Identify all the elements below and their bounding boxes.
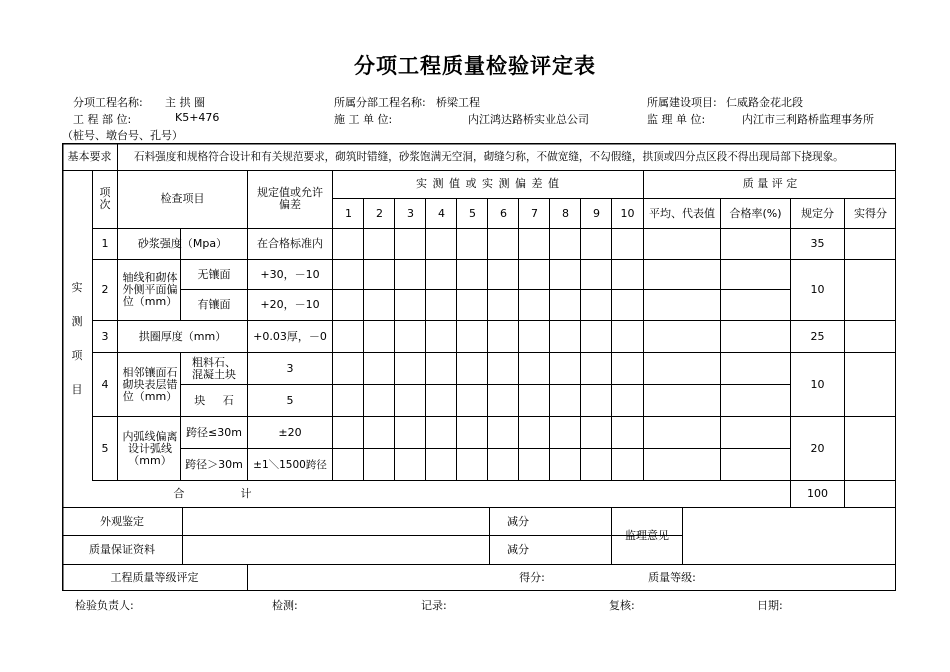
basic-req-label: 基本要求 [67, 149, 112, 163]
row4-sub2-name: 块 石 [194, 393, 234, 407]
row3-item: 拱圈厚度（mm） [138, 329, 227, 343]
measure-col-8: 8 [562, 206, 569, 220]
total-label: 合 计 [173, 487, 252, 500]
part-name-label: 所属分部工程名称: [334, 96, 426, 109]
col-actual-header: 实得分 [854, 206, 887, 220]
row3-score: 25 [810, 329, 825, 343]
location-note: （桩号、墩台号、孔号） [62, 129, 183, 142]
col-rate-header: 合格率(%) [729, 206, 782, 220]
footer-reviewer: 复核: [609, 599, 635, 612]
measure-col-2: 2 [376, 206, 383, 220]
row4-sub2-spec: 5 [286, 393, 294, 407]
row5-no: 5 [101, 441, 109, 455]
col-item-header: 检查项目 [160, 192, 205, 205]
project-label: 所属建设项目: [647, 96, 717, 109]
side-label-text: 实测项目 [71, 281, 83, 396]
location-label: 工 程 部 位: [73, 113, 132, 126]
supervisor-label: 监 理 单 位: [647, 113, 706, 126]
col-no-header: 项次 [99, 186, 111, 211]
score-label: 得分: [519, 571, 545, 584]
row5-sub2-spec: ±1＼1500跨径 [253, 458, 327, 471]
col-avg-header: 平均、代表值 [649, 206, 715, 220]
row5-item: 内弧线偏离设计弧线（mm） [122, 429, 178, 467]
footer-recorder: 记录: [421, 599, 447, 612]
contractor-value: 内江鸿达路桥实业总公司 [468, 113, 589, 126]
supervisor-opinion-label: 监理意见 [625, 529, 669, 542]
supervisor-value: 内江市三利路桥监理事务所 [742, 113, 874, 126]
row3-spec: +0.03厚，－0 [253, 329, 327, 343]
basic-req-text: 石料强度和规格符合设计和有关规范要求，砌筑时错缝，砂浆饱满无空洞，砌缝匀称，不做宽缝，不勾假缝，拱顶或四分点区段不得出现局部下挠现象。 [134, 150, 844, 163]
row3-no: 3 [101, 329, 109, 343]
row4-no: 4 [101, 377, 109, 391]
measure-col-6: 6 [500, 206, 507, 220]
appearance-label: 外观鉴定 [100, 514, 144, 528]
footer-checker: 检测: [272, 599, 298, 612]
appearance-deduct-label: 减分 [507, 514, 529, 528]
row4-score: 10 [810, 377, 825, 391]
measure-col-9: 9 [593, 206, 600, 220]
total-score: 100 [807, 487, 828, 500]
assurance-deduct-label: 减分 [507, 543, 529, 556]
inspection-table [62, 143, 896, 591]
measure-col-7: 7 [531, 206, 538, 220]
row2-sub2-name: 有镶面 [197, 298, 231, 311]
col-measured-header: 实 测 值 或 实 测 偏 差 值 [416, 177, 560, 190]
row2-sub1-spec: +30，－10 [260, 267, 320, 281]
row2-no: 2 [101, 283, 109, 296]
contractor-label: 施 工 单 位: [334, 113, 393, 126]
col-spec-header: 规定值或允许偏差 [257, 186, 323, 211]
item-name-value: 主 拱 圈 [165, 96, 205, 109]
measure-col-5: 5 [469, 206, 476, 220]
row4-item: 相邻镶面石砌块表层错位（mm） [122, 365, 178, 403]
measure-col-1: 1 [345, 206, 352, 220]
row1-item: 砂浆强度（Mpa） [137, 237, 228, 250]
part-name-value: 桥梁工程 [436, 96, 480, 109]
footer-inspector: 检验负责人: [75, 599, 134, 612]
measure-col-3: 3 [407, 206, 414, 220]
assurance-label: 质量保证资料 [89, 543, 155, 556]
page-title: 分项工程质量检验评定表 [354, 54, 596, 78]
row5-sub1-spec: ±20 [278, 425, 302, 439]
row2-sub1-name: 无镶面 [197, 267, 231, 281]
row1-no: 1 [101, 237, 109, 250]
location-value: K5+476 [175, 111, 220, 124]
row2-score: 10 [810, 283, 825, 296]
row5-score: 20 [810, 441, 825, 455]
row2-item: 轴线和砌体外侧平面偏位（mm） [122, 271, 178, 308]
item-name-label: 分项工程名称: [73, 96, 143, 109]
col-quality-header: 质 量 评 定 [742, 177, 798, 190]
grade-label: 质量等级: [648, 571, 696, 584]
row4-sub1-spec: 3 [286, 361, 294, 375]
side-label [62, 271, 92, 407]
grade-eval-label: 工程质量等级评定 [110, 571, 199, 584]
row1-score: 35 [810, 237, 825, 250]
row2-sub2-spec: +20，－10 [260, 298, 320, 311]
project-value: 仁威路金花北段 [726, 96, 803, 109]
footer-date: 日期: [757, 599, 783, 612]
measure-col-4: 4 [438, 206, 445, 220]
row1-spec: 在合格标准内 [257, 237, 323, 250]
col-score-header: 规定分 [801, 206, 834, 220]
row4-sub1-name: 粗料石、混凝土块 [192, 355, 236, 381]
measure-col-10: 10 [620, 206, 635, 220]
row5-sub1-name: 跨径≤30m [186, 425, 242, 439]
row5-sub2-name: 跨径＞30m [185, 457, 243, 471]
